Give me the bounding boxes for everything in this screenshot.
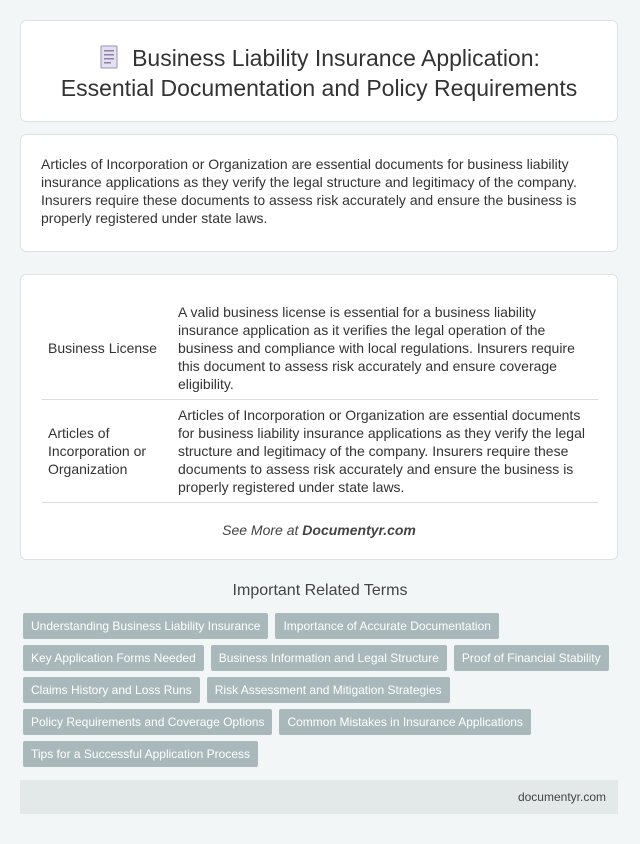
tag-link[interactable]: Key Application Forms Needed bbox=[23, 645, 204, 671]
definitions-table bbox=[42, 297, 598, 503]
tag-link[interactable]: Importance of Accurate Documentation bbox=[275, 613, 498, 639]
page-title bbox=[21, 43, 617, 103]
description-cell: Articles of Incorporation or Organization are essential documents for business liability insurance applications as they verify the legal structure and legitimacy of the company. Insurers require these documents to assess risk accurately and ensure the business is properly registered under state laws. bbox=[172, 400, 598, 503]
description-cell: A valid business license is essential for a business liability insurance application as it verifies the legal operation of the business and compliance with local regulations. Insurers require this document to assess risk accurately and ensure coverage eligibility. bbox=[172, 297, 598, 400]
tag-link[interactable]: Common Mistakes in Insurance Applications bbox=[279, 709, 530, 735]
tag-link[interactable]: Policy Requirements and Coverage Options bbox=[23, 709, 272, 735]
title-card bbox=[20, 20, 618, 122]
related-terms-heading: Important Related Terms bbox=[232, 582, 408, 599]
tag-link[interactable]: Understanding Business Liability Insurance bbox=[23, 613, 268, 639]
tag-link[interactable]: Business Information and Legal Structure bbox=[211, 645, 447, 671]
footer bbox=[20, 780, 618, 814]
see-more-text bbox=[21, 522, 617, 538]
intro-paragraph: Articles of Incorporation or Organization are essential documents for business liability insurance applications as they verify the legal structure and legitimacy of the company. Insurers require these documents to assess risk accurately and ensure the business is properly registered under state laws. bbox=[41, 156, 577, 226]
tag-link[interactable]: Tips for a Successful Application Process bbox=[23, 741, 258, 767]
table-row bbox=[42, 297, 598, 400]
table-row bbox=[42, 400, 598, 503]
term-cell: Articles of Incorporation or Organization bbox=[42, 400, 172, 503]
title-line-1: Business Liability Insurance Application: bbox=[132, 45, 540, 71]
document-icon bbox=[98, 45, 120, 69]
see-more-link[interactable]: Documentyr.com bbox=[302, 522, 416, 538]
related-tags bbox=[23, 613, 623, 773]
tag-link[interactable]: Proof of Financial Stability bbox=[454, 645, 609, 671]
intro-card bbox=[20, 134, 618, 252]
tag-link[interactable]: Claims History and Loss Runs bbox=[23, 677, 200, 703]
title-line-2: Essential Documentation and Policy Requirements bbox=[60, 75, 578, 101]
definitions-card bbox=[20, 274, 618, 560]
see-more-prefix: See More at bbox=[222, 522, 303, 538]
footer-site[interactable]: documentyr.com bbox=[517, 790, 606, 804]
tag-link[interactable]: Risk Assessment and Mitigation Strategies bbox=[207, 677, 450, 703]
term-cell: Business License bbox=[42, 297, 172, 400]
